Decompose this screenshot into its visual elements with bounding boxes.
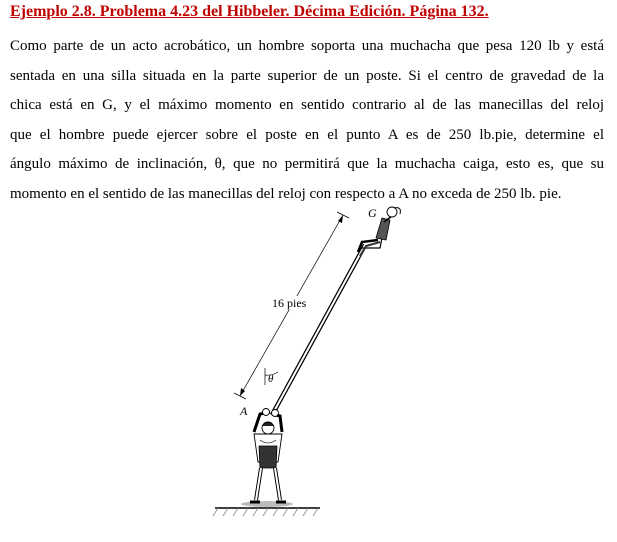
girl-figure bbox=[358, 207, 400, 256]
point-g-label: G bbox=[368, 206, 377, 220]
paragraph-line: ángulo máximo de inclinación, θ, que no permitirá que la muchacha caiga, esto es, que su bbox=[10, 156, 604, 172]
paragraph-line: Como parte de un acto acrobático, un hombre soporta una muchacha que pesa 120 lb y está bbox=[10, 38, 604, 54]
paragraph-line: que el hombre puede ejercer sobre el poste en el punto A es de 250 lb.pie, determine el bbox=[10, 126, 604, 143]
problem-statement bbox=[10, 32, 604, 209]
length-label: 16 pies bbox=[272, 296, 307, 310]
paragraph-line: momento en el sentido de las manecillas del reloj con respecto a A no exceda de 250 lb. pie. bbox=[10, 185, 562, 202]
man-figure bbox=[250, 409, 286, 503]
ground bbox=[213, 501, 320, 516]
theta-label: θ bbox=[268, 373, 274, 385]
acrobat-figure bbox=[210, 200, 410, 530]
pole bbox=[272, 245, 365, 415]
paragraph-line: sentada en una silla situada en la parte superior de un poste. Si el centro de gravedad de la bbox=[10, 67, 604, 84]
point-a-label: A bbox=[240, 404, 248, 418]
example-heading: Ejemplo 2.8. Problema 4.23 del Hibbeler. Décima Edición. Página 132. bbox=[10, 3, 489, 20]
paragraph-line: chica está en G, y el máximo momento en sentido contrario al de las manecillas del reloj bbox=[10, 97, 604, 113]
